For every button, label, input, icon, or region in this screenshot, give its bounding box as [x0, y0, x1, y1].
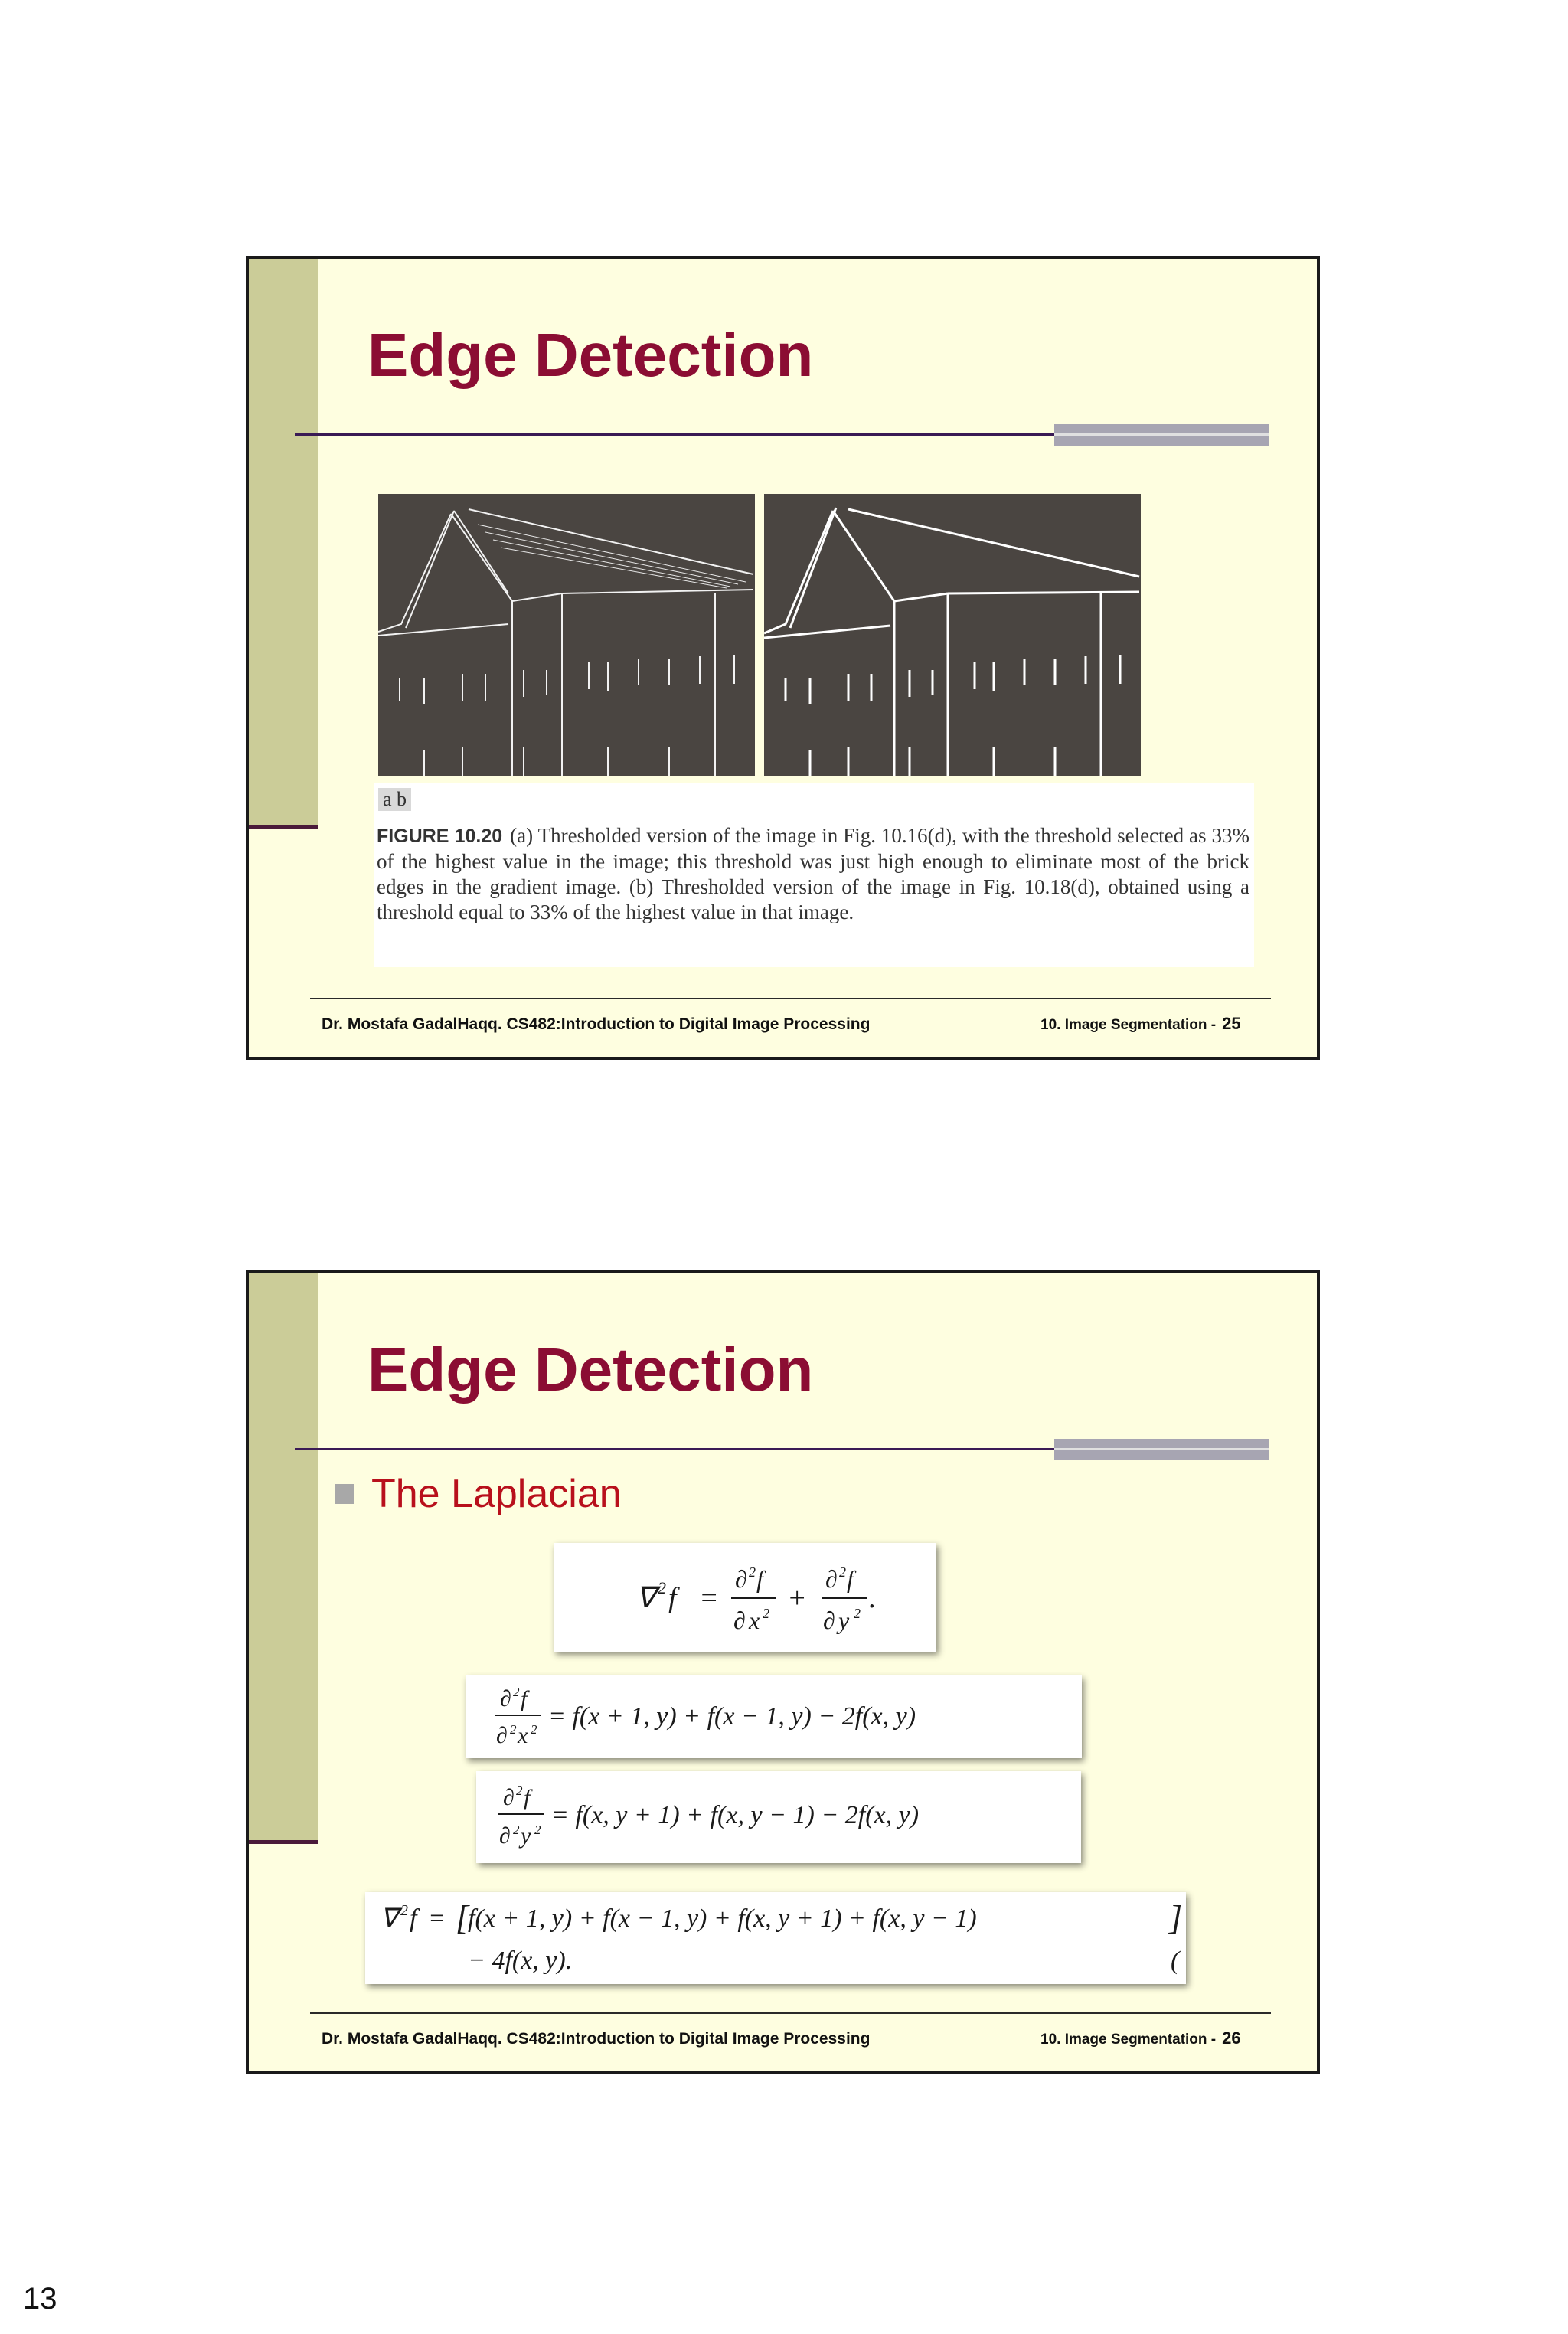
sidebar-tick	[249, 1840, 318, 1844]
slide-number: 26	[1222, 2028, 1241, 2048]
svg-text:x: x	[749, 1607, 760, 1634]
slide-sidebar	[249, 1273, 318, 1840]
bullet-square-icon	[335, 1484, 354, 1504]
svg-text:2: 2	[531, 1722, 537, 1737]
svg-text:x: x	[518, 1723, 528, 1748]
svg-text:[: [	[456, 1899, 469, 1937]
equation-laplacian-discrete	[365, 1892, 1186, 1984]
svg-text:f: f	[756, 1565, 763, 1593]
footer-section	[1040, 2028, 1241, 2048]
svg-text:= f(x, y + 1) + f(x, y − 1) −: = f(x, y + 1) + f(x, y − 1) − 2f(x, y)	[551, 1801, 920, 1829]
caption-text	[377, 823, 1250, 925]
svg-text:∂: ∂	[496, 1723, 508, 1748]
svg-text:2: 2	[400, 1902, 408, 1919]
svg-text:2: 2	[513, 1685, 520, 1699]
accent-bar	[1054, 424, 1269, 446]
svg-text:∂: ∂	[823, 1607, 835, 1634]
svg-text:∂: ∂	[499, 1823, 511, 1849]
svg-text:2: 2	[763, 1606, 769, 1621]
svg-text:f: f	[410, 1904, 417, 1933]
svg-text:]: ]	[1169, 1899, 1183, 1937]
equation-second-derivative-y	[476, 1771, 1081, 1863]
svg-text:2: 2	[513, 1822, 520, 1837]
page-number: 13	[23, 2282, 57, 2316]
figure-caption	[374, 783, 1254, 967]
svg-text:=: =	[428, 1904, 446, 1933]
svg-text:2: 2	[516, 1783, 523, 1798]
slide-number: 25	[1222, 1014, 1241, 1033]
equation-laplacian-render	[554, 1543, 936, 1652]
svg-text:− 4f(x, y).: − 4f(x, y).	[468, 1947, 573, 1975]
svg-text:∂: ∂	[825, 1565, 838, 1593]
equation-laplacian	[554, 1543, 936, 1652]
svg-text:∂: ∂	[733, 1607, 746, 1634]
svg-text:+: +	[787, 1582, 807, 1614]
svg-text:y: y	[838, 1607, 850, 1634]
footer-section-label: 10. Image Segmentation -	[1040, 2032, 1217, 2048]
equation-x-render	[466, 1675, 1082, 1758]
equation-y-render	[476, 1771, 1081, 1863]
svg-text:∂: ∂	[735, 1565, 747, 1593]
svg-text:2: 2	[854, 1606, 861, 1621]
svg-text:f: f	[668, 1582, 677, 1614]
slide-25	[246, 256, 1320, 1060]
accent-bar	[1054, 1439, 1269, 1460]
slide-sidebar	[249, 259, 318, 825]
figure-panel-b	[764, 494, 1141, 776]
svg-text:∂: ∂	[503, 1785, 514, 1810]
footer-section-label: 10. Image Segmentation -	[1040, 1017, 1217, 1033]
svg-text:= f(x + 1, y) + f(x − 1, y) −: = f(x + 1, y) + f(x − 1, y) − 2f(x, y)	[548, 1702, 916, 1731]
svg-text:f(x + 1, y) + f(x − 1, y) + f(: f(x + 1, y) + f(x − 1, y) + f(x, y + 1) + f(x, y − 1)	[468, 1904, 977, 1933]
slide-title: Edge Detection	[368, 321, 814, 389]
svg-text:2: 2	[839, 1564, 846, 1580]
sidebar-tick	[249, 825, 318, 829]
footer-section	[1040, 1014, 1241, 1034]
svg-text:∂: ∂	[500, 1686, 511, 1711]
svg-text:2: 2	[510, 1722, 517, 1737]
equation-discrete-render	[365, 1892, 1186, 1984]
svg-text:∇: ∇	[636, 1582, 656, 1614]
equation-second-derivative-x	[466, 1675, 1082, 1758]
footer-author: Dr. Mostafa GadalHaqq. CS482:Introduction to Digital Image Processing	[322, 2030, 871, 2048]
svg-text:f: f	[847, 1565, 854, 1593]
footer-author: Dr. Mostafa GadalHaqq. CS482:Introduction to Digital Image Processing	[322, 1015, 871, 1033]
figure-number: FIGURE 10.20	[377, 825, 503, 847]
svg-text:f: f	[521, 1686, 528, 1711]
svg-text:.: .	[869, 1582, 877, 1614]
svg-text:y: y	[521, 1823, 531, 1849]
svg-text:∇: ∇	[381, 1904, 398, 1933]
bullet-item	[335, 1471, 622, 1517]
caption-body: (a) Thresholded version of the image in Fig. 10.16(d), with the threshold selected as 33% of the highest value in the image; this threshold was just high enough to eliminate most of the brick edges in the gradient image. (b) Thresholded version of the image in Fig. 10.18(d), obtained using a threshold equal to 33% of the highest value in that image.	[377, 824, 1250, 923]
slide-26	[246, 1270, 1320, 2074]
bullet-text: The Laplacian	[371, 1472, 622, 1516]
figure-panel-a	[378, 494, 755, 776]
svg-text:=: =	[699, 1582, 719, 1614]
svg-text:2: 2	[534, 1822, 541, 1837]
svg-text:2: 2	[658, 1578, 666, 1597]
svg-text:2: 2	[749, 1564, 756, 1580]
svg-text:f: f	[524, 1785, 531, 1810]
panel-labels: a b	[378, 788, 411, 811]
footer-divider	[310, 2012, 1271, 2014]
footer-divider	[310, 998, 1271, 999]
svg-text:(: (	[1171, 1947, 1180, 1975]
slide-title: Edge Detection	[368, 1335, 814, 1404]
